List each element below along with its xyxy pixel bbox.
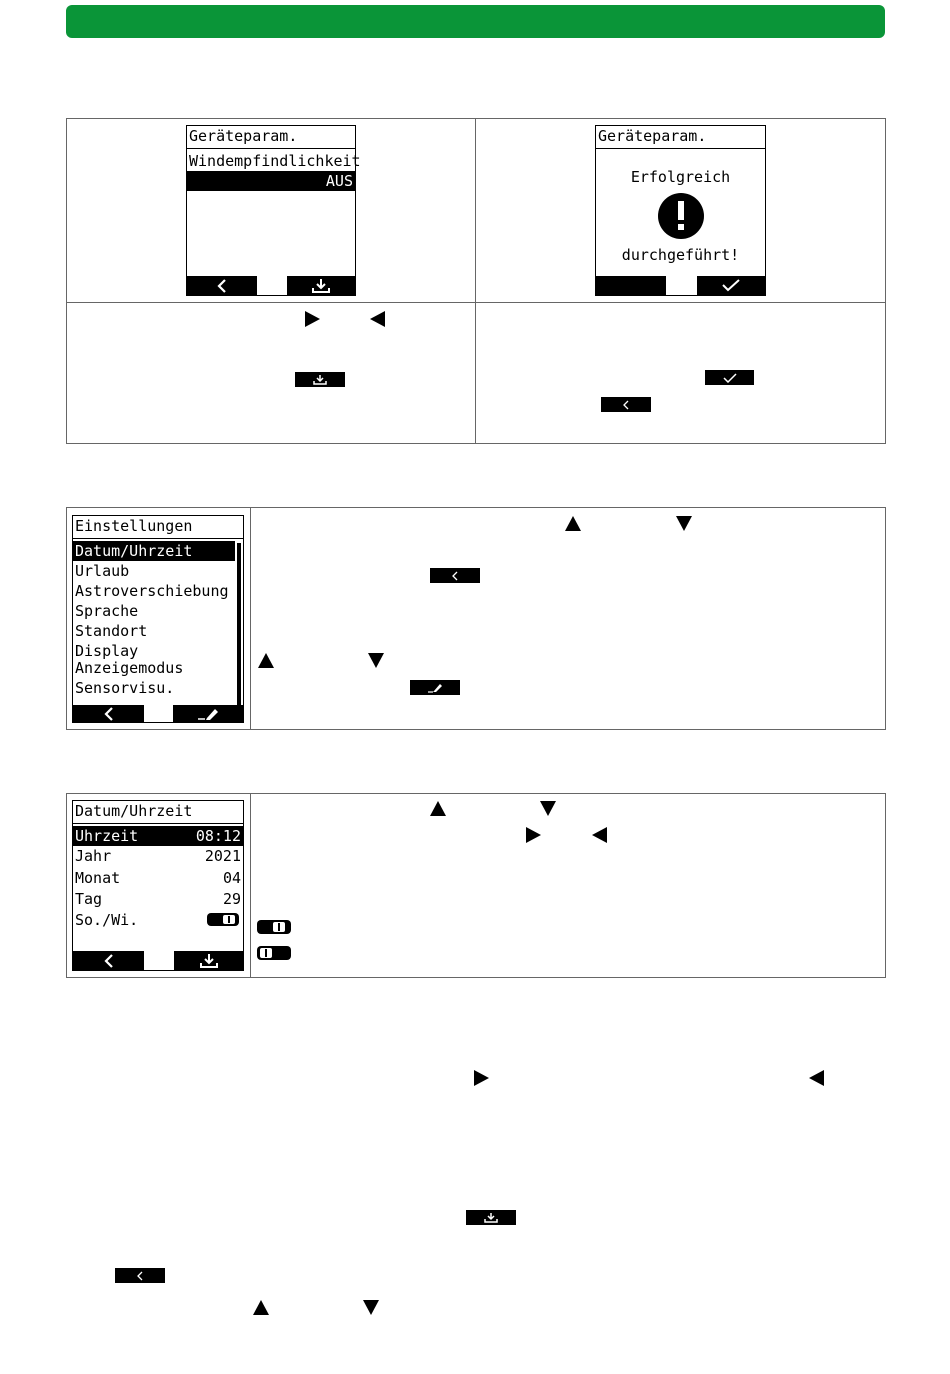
scrollbar[interactable] xyxy=(237,543,241,705)
field-label: Jahr xyxy=(75,847,112,865)
arrow-right-icon xyxy=(474,1070,489,1086)
arrow-down-icon xyxy=(368,653,384,668)
field-label: Monat xyxy=(75,869,121,887)
back-button[interactable] xyxy=(73,951,144,970)
field-row-sommer-winter[interactable] xyxy=(73,910,243,930)
field-row-jahr[interactable] xyxy=(73,846,243,868)
save-button[interactable] xyxy=(287,276,355,295)
back-button[interactable] xyxy=(187,276,257,295)
menu-item-datum-uhrzeit[interactable]: Datum/Uhrzeit xyxy=(73,541,235,561)
list-item: Windempfindlichkeit xyxy=(189,152,361,170)
arrow-up-icon xyxy=(258,653,274,668)
back-icon xyxy=(115,1268,165,1283)
screen-title: Geräteparam. xyxy=(187,126,355,149)
screen-title: Einstellungen xyxy=(73,516,243,539)
menu-item-sprache[interactable]: Sprache xyxy=(75,602,139,620)
toggle-icon xyxy=(257,920,291,934)
arrow-up-icon xyxy=(253,1300,269,1315)
screen-title: Geräteparam. xyxy=(596,126,765,149)
back-icon xyxy=(104,707,114,721)
empty-softkey[interactable] xyxy=(596,276,666,295)
edit-icon xyxy=(197,707,219,720)
device-screen-einstellungen xyxy=(72,515,244,723)
save-icon xyxy=(200,953,218,968)
toggle-icon[interactable] xyxy=(207,913,241,927)
arrow-down-icon xyxy=(676,516,692,531)
field-label: Uhrzeit xyxy=(75,827,139,845)
field-value: 2021 xyxy=(204,847,241,865)
device-screen-datum-uhrzeit xyxy=(72,800,244,971)
menu-item-urlaub[interactable]: Urlaub xyxy=(75,562,130,580)
toggle-icon xyxy=(257,946,291,960)
back-icon xyxy=(104,954,114,968)
exclamation-icon xyxy=(658,193,704,239)
device-screen-windempfindlichkeit xyxy=(186,125,361,296)
back-button[interactable] xyxy=(73,705,144,722)
arrow-left-icon xyxy=(592,827,607,843)
back-icon xyxy=(217,279,227,293)
confirm-icon xyxy=(722,279,740,292)
arrow-down-icon xyxy=(363,1300,379,1315)
arrow-down-icon xyxy=(540,801,556,816)
menu-item-astroverschiebung[interactable]: Astroverschiebung xyxy=(75,582,229,600)
arrow-left-icon xyxy=(370,311,385,327)
arrow-right-icon xyxy=(305,311,320,327)
back-icon xyxy=(601,397,651,412)
save-button[interactable] xyxy=(174,951,243,970)
confirm-button[interactable] xyxy=(697,276,765,295)
menu-item-display[interactable]: Display xyxy=(75,642,139,660)
menu-item-sensorvisu[interactable]: Sensorvisu. xyxy=(75,679,175,697)
save-icon xyxy=(466,1210,516,1225)
field-row-monat[interactable] xyxy=(73,868,243,889)
back-icon xyxy=(430,568,480,583)
field-row-uhrzeit[interactable] xyxy=(73,826,243,846)
screen-title: Datum/Uhrzeit xyxy=(73,801,243,824)
menu-item-standort[interactable]: Standort xyxy=(75,622,148,640)
edit-button[interactable] xyxy=(173,705,243,722)
success-text: durchgeführt! xyxy=(621,246,740,264)
field-value: 29 xyxy=(222,890,241,908)
header-bar xyxy=(66,5,885,38)
save-icon xyxy=(295,372,345,387)
arrow-up-icon xyxy=(430,801,446,816)
menu-item-anzeigemodus[interactable]: Anzeigemodus xyxy=(75,659,184,677)
selected-value: AUS xyxy=(187,171,355,191)
confirm-icon xyxy=(705,370,754,385)
arrow-left-icon xyxy=(809,1070,824,1086)
field-value: 08:12 xyxy=(195,827,241,845)
save-icon xyxy=(312,278,330,293)
field-value: 04 xyxy=(222,869,241,887)
arrow-right-icon xyxy=(526,827,541,843)
edit-icon xyxy=(410,680,460,695)
field-label: So./Wi. xyxy=(75,911,139,929)
device-screen-success xyxy=(595,125,766,296)
arrow-up-icon xyxy=(565,516,581,531)
field-label: Tag xyxy=(75,890,103,908)
success-text: Erfolgreich xyxy=(630,168,731,186)
field-row-tag[interactable] xyxy=(73,889,243,910)
